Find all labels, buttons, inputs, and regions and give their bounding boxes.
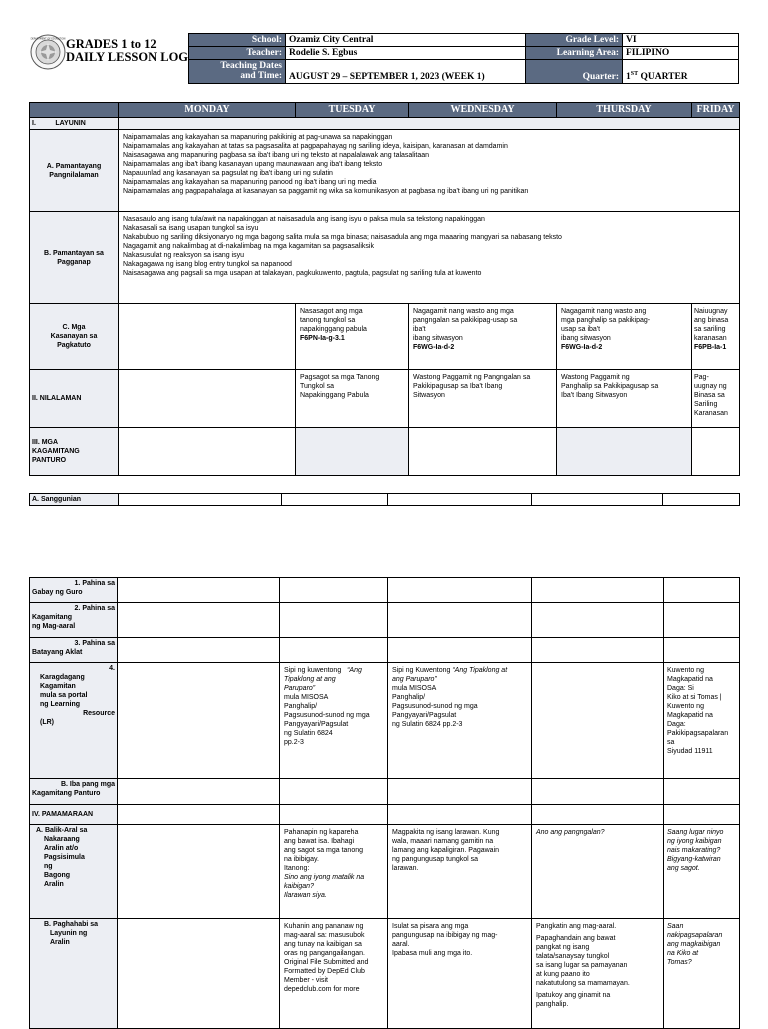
kasanayan-friday-line: Naiuugnay [694, 308, 728, 315]
balik-aral-question: Sino ang iyong matalik na [284, 874, 365, 881]
pamamaraan-thursday [532, 805, 664, 825]
pagganap-item: Nagagamit ang nakalimbag at di-nakalimbag na mga kagamitan sa pagsasaliksik [123, 243, 374, 250]
nilalaman-friday-line: Binasa sa [694, 392, 725, 399]
resource-text: Pakikipagsapalaran [667, 730, 729, 737]
magaaral-wednesday [388, 603, 532, 638]
layunin-label: LAYUNIN [55, 120, 86, 127]
sanggunian-wednesday [388, 494, 532, 506]
pamantayang-item: Napauunlad ang kasanayan sa pagsulat ng iba't ibang uri ng sulatin [123, 170, 333, 177]
resource-text: Siyudad 11911 [667, 748, 713, 755]
balik-aral-text: Pahanapin ng kapareha [284, 829, 359, 836]
magaaral-friday [664, 603, 740, 638]
day-header-tuesday: TUESDAY [296, 103, 409, 118]
karagdagang-monday [118, 663, 280, 779]
nilalaman-wednesday [409, 370, 557, 428]
batayang-monday [118, 638, 280, 663]
resource-text: Daga: Si [667, 685, 694, 692]
paghahabi-text: at kung paano ito [536, 971, 590, 978]
form-title [66, 38, 188, 64]
kagamitan-friday [692, 428, 740, 476]
competency-code: F6WG-Ia-d-2 [413, 344, 455, 351]
resource-text: Sipi ng Kuwentong [392, 667, 451, 674]
resource-text: Sipi ng kuwentong [284, 667, 342, 674]
paghahabi-text: pangungusap na ibibigay ng mag- [392, 932, 498, 939]
karagdagang-line: Kagamitan [40, 683, 76, 690]
karagdagang-line: (LR) [40, 719, 54, 726]
balik-aral-thursday: Ano ang pangngalan? [532, 825, 664, 919]
balik-aral-question: ng iyong kaibigan [667, 838, 722, 845]
karagdagang-wednesday [388, 663, 532, 779]
magaaral-label-line-3: ng Mag-aaral [32, 623, 76, 630]
title-line-2: DAILY LESSON LOG [66, 50, 189, 64]
balik-aral-text: larawan. [392, 865, 419, 872]
balik-aral-label-line: Aralin [44, 881, 64, 888]
kasanayan-monday [119, 304, 296, 370]
resource-text: ng Sulatin 6824 [284, 730, 333, 737]
nilalaman-thursday-line: Panghalip sa Pakikipagusap sa [561, 383, 659, 390]
pagganap-item: Nakasusulat ng reaksyon sa isang isyu [123, 252, 245, 259]
magaaral-label-line-2: Kagamitang [32, 614, 73, 621]
paghahabi-text: Kuhanin ang pananaw ng [284, 923, 364, 930]
day-header-monday: MONDAY [119, 103, 296, 118]
batayang-wednesday [388, 638, 532, 663]
pamamaraan-wednesday [388, 805, 532, 825]
magaaral-tuesday [280, 603, 388, 638]
resource-text: mula MISOSA [284, 694, 329, 701]
iba-pang-kagamitan-label [30, 779, 118, 805]
school-value: Ozamiz City Central [286, 34, 526, 47]
pagganap-item: Nakabubuo ng sariling diksiyonaryo ng mga bagong salita mula sa mga binasa; naisasadula ang mga maaaring mangyari sa nabasang teksto [123, 234, 562, 241]
kasanayan-friday-line: ang binasa [694, 317, 729, 324]
story-title: Paruparo” [284, 685, 316, 692]
karagdagang-friday [664, 663, 740, 779]
balik-aral-label-line: Aralin at/o [44, 845, 79, 852]
batayang-label-line-1: 3. Pahina sa [74, 640, 115, 647]
pamantayang-item: Naipamamalas ang iba't ibang kasanayan upang maunawaan ang iba't ibang teksto [123, 161, 383, 168]
magaaral-thursday [532, 603, 664, 638]
balik-aral-text: ang sagot sa mga tanong [284, 847, 364, 854]
story-title: Tipaklong at ang [284, 676, 336, 683]
grade-label: Grade Level: [526, 34, 623, 47]
balik-aral-wednesday [388, 825, 532, 919]
kagamitan-monday [119, 428, 296, 476]
resource-text: Daga: [667, 721, 686, 728]
batayang-label-line-2: Batayang Aklat [32, 649, 83, 656]
quarter-label: Quarter: [526, 60, 623, 84]
pagganap-label-line-1: B. Pamantayan sa [44, 249, 104, 257]
pamantayang-label-line-1: A. Pamantayang [46, 162, 102, 170]
kagamitan-tuesday [296, 428, 409, 476]
paghahabi-label [30, 919, 118, 1029]
paghahabi-text: pangkat ng isang [536, 944, 590, 951]
balik-aral-text: wala, maaari namang gamitin na [392, 838, 494, 845]
paghahabi-text: Ipabasa muli ang mga ito. [392, 950, 473, 957]
karagdagang-number: 4. [109, 665, 115, 672]
teacher-label: Teacher: [189, 47, 286, 60]
balik-aral-text: ng pangungusap tungkol sa [392, 856, 479, 863]
paghahabi-text: Papaghandain ang bawat [536, 935, 616, 942]
dates-value: AUGUST 29 – SEPTEMBER 1, 2023 (WEEK 1) [286, 60, 526, 84]
paghahabi-wednesday [388, 919, 532, 1029]
gabay-thursday [532, 578, 664, 603]
resource-text: Kuwento ng [667, 667, 704, 674]
resource-text: ng Sulatin 6824 pp.2-3 [392, 721, 463, 728]
nilalaman-thursday-line: Iba't Ibang Sitwasyon [561, 392, 628, 399]
magaaral-monday [118, 603, 280, 638]
deped-seal [30, 34, 66, 70]
sanggunian-tuesday [282, 494, 388, 506]
day-header-friday: FRIDAY [692, 103, 740, 118]
quarter-number: 1 [626, 72, 631, 82]
kasanayan-wednesday-line: Nagagamit nang wasto ang mga [413, 308, 514, 315]
balik-aral-label-line: Bagong [44, 872, 71, 879]
grade-value: VI [623, 34, 739, 47]
balik-aral-question: kaibigan? [284, 883, 314, 890]
balik-aral-monday [118, 825, 280, 919]
iba-monday [118, 779, 280, 805]
paghahabi-thursday [532, 919, 664, 1029]
balik-aral-question: Saang lugar ninyo [667, 829, 724, 836]
karagdagang-line: ng Learning [40, 701, 81, 708]
nilalaman-label: II. NILALAMAN [30, 370, 119, 428]
story-title: “Ang [347, 667, 362, 674]
kasanayan-label-line-3: Pagkatuto [57, 342, 91, 349]
itanong-label: Itanong: [284, 865, 310, 872]
paghahabi-text: mag-aaral sa: masusubok [284, 932, 365, 939]
nilalaman-thursday [557, 370, 692, 428]
karagdagang-thursday [532, 663, 664, 779]
balik-aral-text: na ibibigay. [284, 856, 319, 863]
iba-friday [664, 779, 740, 805]
kasanayan-tuesday [296, 304, 409, 370]
balik-aral-question: ang sagot. [667, 865, 700, 872]
gabay-label-line-2: Gabay ng Guro [32, 589, 83, 596]
batayang-tuesday [280, 638, 388, 663]
kasanayan-thursday-line: usap sa iba't [561, 326, 601, 333]
balik-aral-label-line: ng [44, 863, 53, 870]
pamantayang-item: Naipamamalas ang kakayahan sa mapanuring pakikinig at pag-unawa sa napakinggan [123, 134, 393, 141]
dates-label [189, 60, 286, 84]
quarter-suffix: ST [630, 70, 639, 77]
sanggunian-friday [663, 494, 740, 506]
kasanayan-label-line-1: C. Mga [62, 324, 86, 331]
pagganap-item: Nakagagawa ng isang blog entry tungkol sa napanood [123, 261, 292, 268]
paghahabi-friday [664, 919, 740, 1029]
nilalaman-wednesday-line: Sitwasyon [413, 392, 445, 399]
story-title: ang Paruparo” [392, 676, 437, 683]
quarter-value [623, 60, 739, 84]
resource-text: Panghalip/ [392, 694, 426, 701]
kagamitan-label-line-1: III. MGA [32, 439, 59, 446]
pamantayan-pagganap-label [30, 212, 119, 304]
iba-label-line-1: B. Iba pang mga [60, 781, 115, 788]
kasanayan-tuesday-line: napakinggang pabula [300, 326, 367, 333]
paghahabi-label-line: Aralin [50, 939, 70, 946]
paghahabi-text: Formatted by DepEd Club [284, 968, 365, 975]
batayang-thursday [532, 638, 664, 663]
sanggunian-monday [119, 494, 282, 506]
nilalaman-friday-line: Karanasan [694, 410, 728, 417]
kasanayan-wednesday [409, 304, 557, 370]
paghahabi-text: Original File Submitted and [284, 959, 369, 966]
kasanayan-wednesday-line: ibang sitwasyon [413, 335, 463, 342]
nilalaman-friday [692, 370, 740, 428]
paghahabi-text: panghalip. [536, 1001, 569, 1008]
sanggunian-label: A. Sanggunian [30, 494, 119, 506]
competency-code: F6PB-Ia-1 [694, 344, 727, 351]
quarter-word: QUARTER [640, 72, 688, 82]
kasanayan-wednesday-line: pangngalan sa pakikipag-usap sa [413, 317, 518, 324]
nilalaman-tuesday-line: Napakinggang Pabula [300, 392, 369, 399]
lesson-log-continued-table [29, 577, 740, 1029]
paghahabi-text: ang tunay na kaibigan sa [284, 941, 362, 948]
kasanayan-friday [692, 304, 740, 370]
paghahabi-monday [118, 919, 280, 1029]
resource-text: Kuwento ng [667, 703, 704, 710]
karagdagang-line: Resource [83, 710, 115, 717]
pamamaraan-label: IV. PAMAMARAAN [30, 805, 118, 825]
balik-aral-text: lamang ang kapaligiran. Pagawain [392, 847, 500, 854]
kasanayan-friday-line: karanasan [694, 335, 727, 342]
nilalaman-friday-line: Pag- [694, 374, 709, 381]
sanggunian-table [29, 493, 740, 506]
iba-tuesday [280, 779, 388, 805]
balik-aral-question: Ilarawan siya. [284, 892, 327, 899]
nilalaman-friday-line: uugnay ng [694, 383, 727, 390]
day-header-wednesday: WEDNESDAY [409, 103, 557, 118]
balik-aral-tuesday [280, 825, 388, 919]
kasanayan-thursday-line: ibang sitwasyon [561, 335, 611, 342]
resource-text: pp.2-3 [284, 739, 304, 746]
paghahabi-text: aaral. [392, 941, 410, 948]
resource-text: Kiko at si Tomas | [667, 694, 722, 701]
day-header-thursday: THURSDAY [557, 103, 692, 118]
gabay-monday [118, 578, 280, 603]
pagganap-item: Naisasagawa ang pagsali sa mga usapan at talakayan, pagkukuwento, pagtula, pagsulat ng sariling tula at kuwento [123, 270, 482, 277]
paghahabi-text: nakatutulong sa mamamayan. [536, 980, 630, 987]
kagamitang-mag-aaral-label [30, 603, 118, 638]
kagamitang-panturo-label [30, 428, 119, 476]
paghahabi-text: Member - visit [284, 977, 328, 984]
karagdagang-line: Karagdagang [40, 674, 85, 681]
gabay-guro-label [30, 578, 118, 603]
nilalaman-tuesday-line: Tungkol sa [300, 383, 334, 390]
kasanayan-tuesday-line: Nasasagot ang mga [300, 308, 363, 315]
gabay-friday [664, 578, 740, 603]
pamamaraan-tuesday [280, 805, 388, 825]
teacher-value: Rodelie S. Egbus [286, 47, 526, 60]
pamamaraan-monday [118, 805, 280, 825]
nilalaman-friday-line: Sariling [694, 401, 718, 408]
karagdagang-kagamitan-label [30, 663, 118, 779]
kasanayan-label [30, 304, 119, 370]
karagdagang-tuesday [280, 663, 388, 779]
resource-text: Panghalip/ [284, 703, 318, 710]
paghahabi-question: Saan [667, 923, 684, 930]
iba-label-line-2: Kagamitang Panturo [32, 790, 101, 797]
kasanayan-thursday-line: mga panghalip sa pakikipag- [561, 317, 651, 324]
pagganap-label-line-2: Pagganap [57, 258, 91, 266]
gabay-tuesday [280, 578, 388, 603]
pamantayang-item: Naipamamalas ang pagpapahalaga at kasanayan sa paggamit ng wika sa komunikasyon at pagbasa ng iba't ibang uri ng panitikan [123, 188, 529, 195]
paghahabi-question: Tomas? [667, 959, 692, 966]
pamantayang-item: Naipamamalas ang kakayahan at tatas sa pagsasalita at pagpapahayag ng sariling ideya, kaisipan, karanasan at damdamin [123, 143, 508, 150]
nilalaman-wednesday-line: Wastong Paggamit ng Pangngalan sa [413, 374, 531, 381]
kasanayan-tuesday-line: tanong tungkol sa [300, 317, 356, 324]
batayang-friday [664, 638, 740, 663]
nilalaman-tuesday-line: Pagsagot sa mga Tanong [300, 374, 380, 381]
balik-aral-label-line: Nakaraang [44, 836, 80, 843]
day-header-blank [30, 103, 119, 118]
paghahabi-text: oras ng pangangailangan. [284, 950, 365, 957]
pamantayang-item: Naipamamalas ang kakayahan sa mapanuring panood ng iba't ibang uri ng media [123, 179, 377, 186]
dates-label-line-1: Teaching Dates [220, 61, 282, 71]
karagdagang-line: mula sa portal [40, 692, 88, 699]
resource-text: Magkapatid na [667, 676, 713, 683]
paghahabi-question: ang magkaibigan [667, 941, 721, 948]
paghahabi-question: nakipagsapalaran [667, 932, 723, 939]
paghahabi-tuesday [280, 919, 388, 1029]
kasanayan-label-line-2: Kasanayan sa [50, 333, 98, 340]
kasanayan-friday-line: sa sariling [694, 326, 726, 333]
nilalaman-tuesday [296, 370, 409, 428]
resource-text: Pangyayari/Pagsulat [284, 721, 349, 728]
area-label: Learning Area: [526, 47, 623, 60]
pagganap-item: Nakasasali sa isang usapan tungkol sa isyu [123, 225, 259, 232]
kasanayan-thursday [557, 304, 692, 370]
balik-aral-label-line: Pagsisimula [44, 854, 85, 861]
pamantayang-label-line-2: Pangnilalaman [49, 171, 99, 179]
paghahabi-question: na Kiko at [667, 950, 699, 957]
pamantayan-pagganap-content [119, 212, 740, 304]
balik-aral-text: Magpakita ng isang larawan. Kung [392, 829, 500, 836]
balik-aral-question: Bigyang-katwiran [667, 856, 721, 863]
pamantayang-pangnilalaman-content [119, 130, 740, 212]
gabay-wednesday [388, 578, 532, 603]
paghahabi-text: Isulat sa pisara ang mga [392, 923, 469, 930]
nilalaman-thursday-line: Wastong Paggamit ng [561, 374, 630, 381]
balik-aral-label-line: A. Balik-Aral sa [36, 827, 88, 834]
competency-code: F6WG-Ia-d-2 [561, 344, 603, 351]
school-label: School: [189, 34, 286, 47]
dates-label-line-2: and Time: [240, 71, 282, 81]
gabay-label-line-1: 1. Pahina sa [74, 580, 115, 587]
resource-text: Pangyayari/Pagsulat [392, 712, 457, 719]
kasanayan-wednesday-line: iba't [413, 326, 426, 333]
area-value: FILIPINO [623, 47, 739, 60]
balik-aral-friday [664, 825, 740, 919]
sanggunian-thursday [532, 494, 663, 506]
layunin-heading [30, 118, 119, 130]
resource-text: Pagsusunod-sunod ng mga [284, 712, 370, 719]
balik-aral-label [30, 825, 118, 919]
paghahabi-text: Pangkatin ang mag-aaral. [536, 923, 617, 930]
kasanayan-thursday-line: Nagagamit nang wasto ang [561, 308, 647, 315]
paghahabi-text: talata/sanaysay tungkol [536, 953, 610, 960]
kagamitan-label-line-2: KAGAMITANG [32, 448, 80, 455]
paghahabi-text: depedclub.com for more [284, 986, 360, 993]
header-table [188, 33, 739, 84]
magaaral-label-line-1: 2. Pahina sa [74, 605, 115, 612]
resource-text: mula MISOSA [392, 685, 437, 692]
kagamitan-label-line-3: PANTURO [32, 457, 67, 464]
iba-thursday [532, 779, 664, 805]
pamamaraan-friday [664, 805, 740, 825]
kagamitan-thursday [557, 428, 692, 476]
paghahabi-text: Ipatukoy ang ginamit na [536, 992, 611, 999]
lesson-log-table [29, 102, 740, 476]
resource-text: sa [667, 739, 675, 746]
competency-code: F6PN-Ia-g-3.1 [300, 335, 345, 342]
title-line-1: GRADES 1 to 12 [66, 37, 157, 51]
nilalaman-wednesday-line: Pakikipagusap sa Iba't Ibang [413, 383, 503, 390]
balik-aral-text: ang bawat isa. Ibahagi [284, 838, 355, 845]
batayang-aklat-label [30, 638, 118, 663]
pamantayang-pangnilalaman-label [30, 130, 119, 212]
nilalaman-monday [119, 370, 296, 428]
story-title: “Ang Tipaklong at [452, 667, 508, 674]
paghahabi-label-line: Layunin ng [50, 930, 88, 937]
pamantayang-item: Naisasagawa ang mapanuring pagbasa sa iba't ibang uri ng teksto at napalalawak ang talasalitaan [123, 152, 430, 159]
balik-aral-question: nais makarating? [667, 847, 721, 854]
paghahabi-label-line: B. Paghahabi sa [44, 921, 99, 928]
resource-text: Magkapatid na [667, 712, 713, 719]
resource-text: Pagsusunod-sunod ng mga [392, 703, 478, 710]
layunin-row-fill [119, 118, 740, 130]
iba-wednesday [388, 779, 532, 805]
svg-text:DEPARTMENT OF EDUCATION: DEPARTMENT OF EDUCATION [30, 37, 66, 41]
kagamitan-wednesday [409, 428, 557, 476]
pagganap-item: Nasasaulo ang isang tula/awit na napakinggan at naisasadula ang isang isyu o paksa mula sa tekstong napakinggan [123, 216, 485, 223]
paghahabi-text: sa isang lugar sa pamayanan [536, 962, 628, 969]
layunin-number: I. [32, 120, 36, 127]
